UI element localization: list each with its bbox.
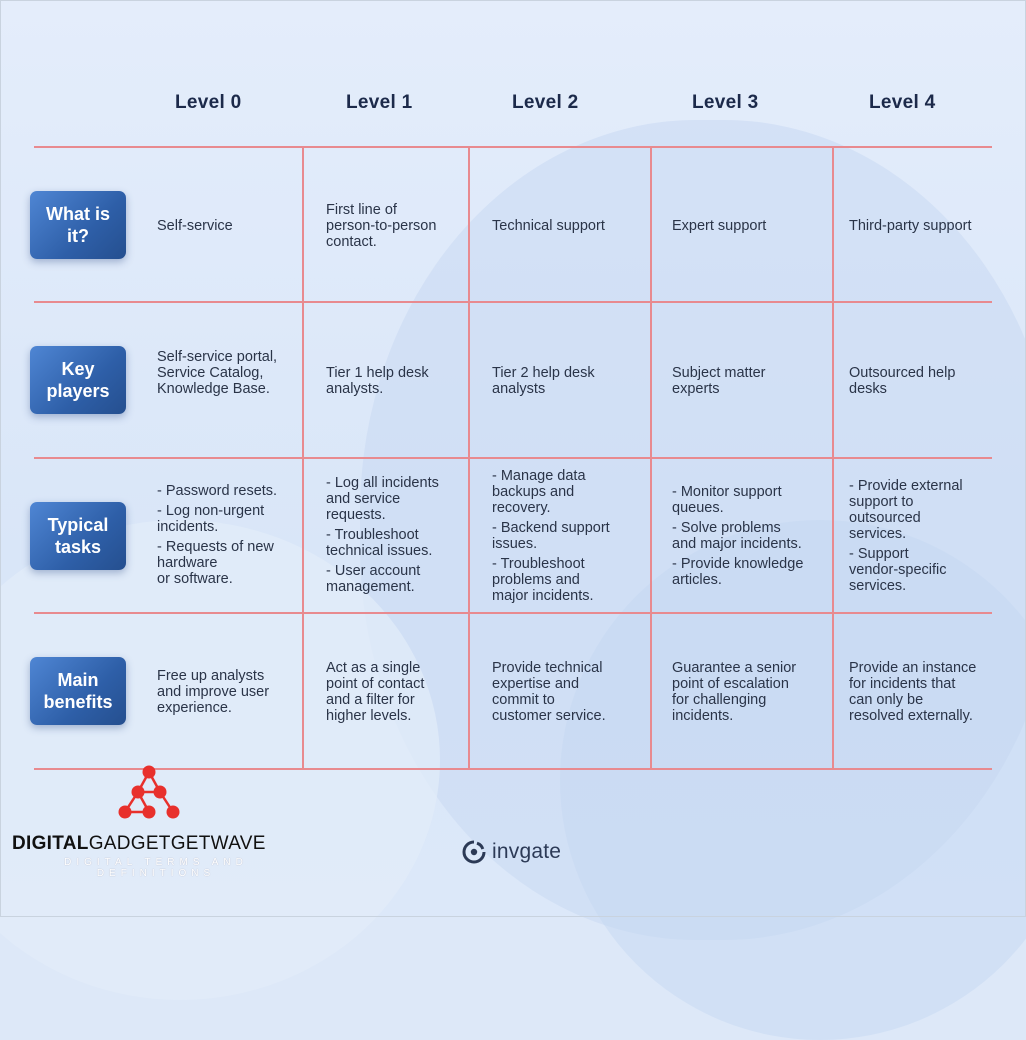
text-line: contact. <box>326 234 377 250</box>
text-line: - User account <box>326 563 421 579</box>
brand-rest-text: GADGETGETWAVE <box>88 833 266 854</box>
text-line: recovery. <box>492 500 551 516</box>
text-line: - Troubleshoot <box>492 556 585 572</box>
text-line: support to <box>849 494 914 510</box>
column-header-level-2: Level 2 <box>512 92 579 113</box>
text-line: benefits <box>43 692 113 712</box>
text-line: outsourced <box>849 510 921 526</box>
text-line: tasks <box>54 537 102 557</box>
text-line: Act as a single <box>326 660 421 676</box>
text-line: experience. <box>157 700 232 716</box>
text-line: point of contact <box>326 676 425 692</box>
text-line: and a filter for <box>326 692 415 708</box>
text-line: - Support <box>849 546 909 562</box>
text-line: - Troubleshoot <box>326 527 419 543</box>
text-line: Key <box>61 359 95 379</box>
text-line: Outsourced help <box>849 365 956 381</box>
text-line: and major incidents. <box>672 536 802 552</box>
text-line: Tier 1 help desk <box>326 365 429 381</box>
text-line: - Solve problems <box>672 520 781 536</box>
text-line: Third-party support <box>849 218 972 234</box>
text-line: First line of <box>326 202 397 218</box>
text-line: or software. <box>157 571 233 587</box>
text-line: technical issues. <box>326 543 433 559</box>
text-line: - Backend support <box>492 520 610 536</box>
text-line: incidents. <box>672 708 734 724</box>
text-line: desks <box>849 381 887 397</box>
text-line: Guarantee a senior <box>672 660 797 676</box>
text-line: Expert support <box>672 218 767 234</box>
text-line: problems and <box>492 572 580 588</box>
text-line: requests. <box>326 507 386 523</box>
text-line: vendor-specific <box>849 562 947 578</box>
text-line: it? <box>66 226 89 246</box>
text-line: - Log non-urgent <box>157 503 265 519</box>
text-line: backups and <box>492 484 575 500</box>
text-line: Self-service portal, <box>157 349 278 365</box>
text-line: Knowledge Base. <box>157 381 270 397</box>
text-line: Main <box>57 670 99 690</box>
text-line: - Log all incidents <box>326 475 439 491</box>
text-line: point of escalation <box>672 676 789 692</box>
text-line: and improve user <box>157 684 270 700</box>
text-line: - Provide external <box>849 478 963 494</box>
text-line: management. <box>326 579 415 595</box>
column-header-level-1: Level 1 <box>346 92 413 113</box>
text-line: experts <box>672 381 720 397</box>
text-line: Provide an instance <box>849 660 977 676</box>
text-line: for incidents that <box>849 676 956 692</box>
watermark-tagline: DIGITAL TERMS AND DEFINITIONS <box>64 857 248 879</box>
text-line: for challenging <box>672 692 767 708</box>
text-line: Subject matter <box>672 365 766 381</box>
text-line: Provide technical <box>492 660 603 676</box>
text-line: Free up analysts <box>157 668 265 684</box>
text-line: players <box>46 381 110 401</box>
text-line: can only be <box>849 692 924 708</box>
column-header-level-3: Level 3 <box>692 92 759 113</box>
text-line: What is <box>45 204 110 224</box>
text-line: Typical <box>47 515 109 535</box>
text-line: - Requests of new <box>157 539 274 555</box>
text-line: Service Catalog, <box>157 365 264 381</box>
text-line: hardware <box>157 555 218 571</box>
text-line: commit to <box>492 692 555 708</box>
text-line: incidents. <box>157 519 219 535</box>
text-line: analysts <box>492 381 546 397</box>
text-line: - Manage data <box>492 468 586 484</box>
text-line: articles. <box>672 572 722 588</box>
text-line: - Monitor support <box>672 484 782 500</box>
text-line: higher levels. <box>326 708 412 724</box>
text-line: customer service. <box>492 708 606 724</box>
text-line: person-to-person <box>326 218 437 234</box>
invgate-wordmark: invgate <box>492 840 562 863</box>
text-line: Self-service <box>157 218 233 234</box>
text-line: major incidents. <box>492 588 594 604</box>
text-line: analysts. <box>326 381 384 397</box>
text-line: Technical support <box>492 218 605 234</box>
column-header-level-4: Level 4 <box>869 92 936 113</box>
text-line: - Password resets. <box>157 483 278 499</box>
text-line: services. <box>849 526 907 542</box>
text-line: services. <box>849 578 907 594</box>
text-line: and service <box>326 491 401 507</box>
text-line: Tier 2 help desk <box>492 365 595 381</box>
column-header-level-0: Level 0 <box>175 92 242 113</box>
text-line: - Provide knowledge <box>672 556 804 572</box>
brand-bold-text: DIGITAL <box>12 833 89 854</box>
text-line: expertise and <box>492 676 580 692</box>
text-line: resolved externally. <box>849 708 973 724</box>
text-line: issues. <box>492 536 538 552</box>
text-line: queues. <box>672 500 724 516</box>
